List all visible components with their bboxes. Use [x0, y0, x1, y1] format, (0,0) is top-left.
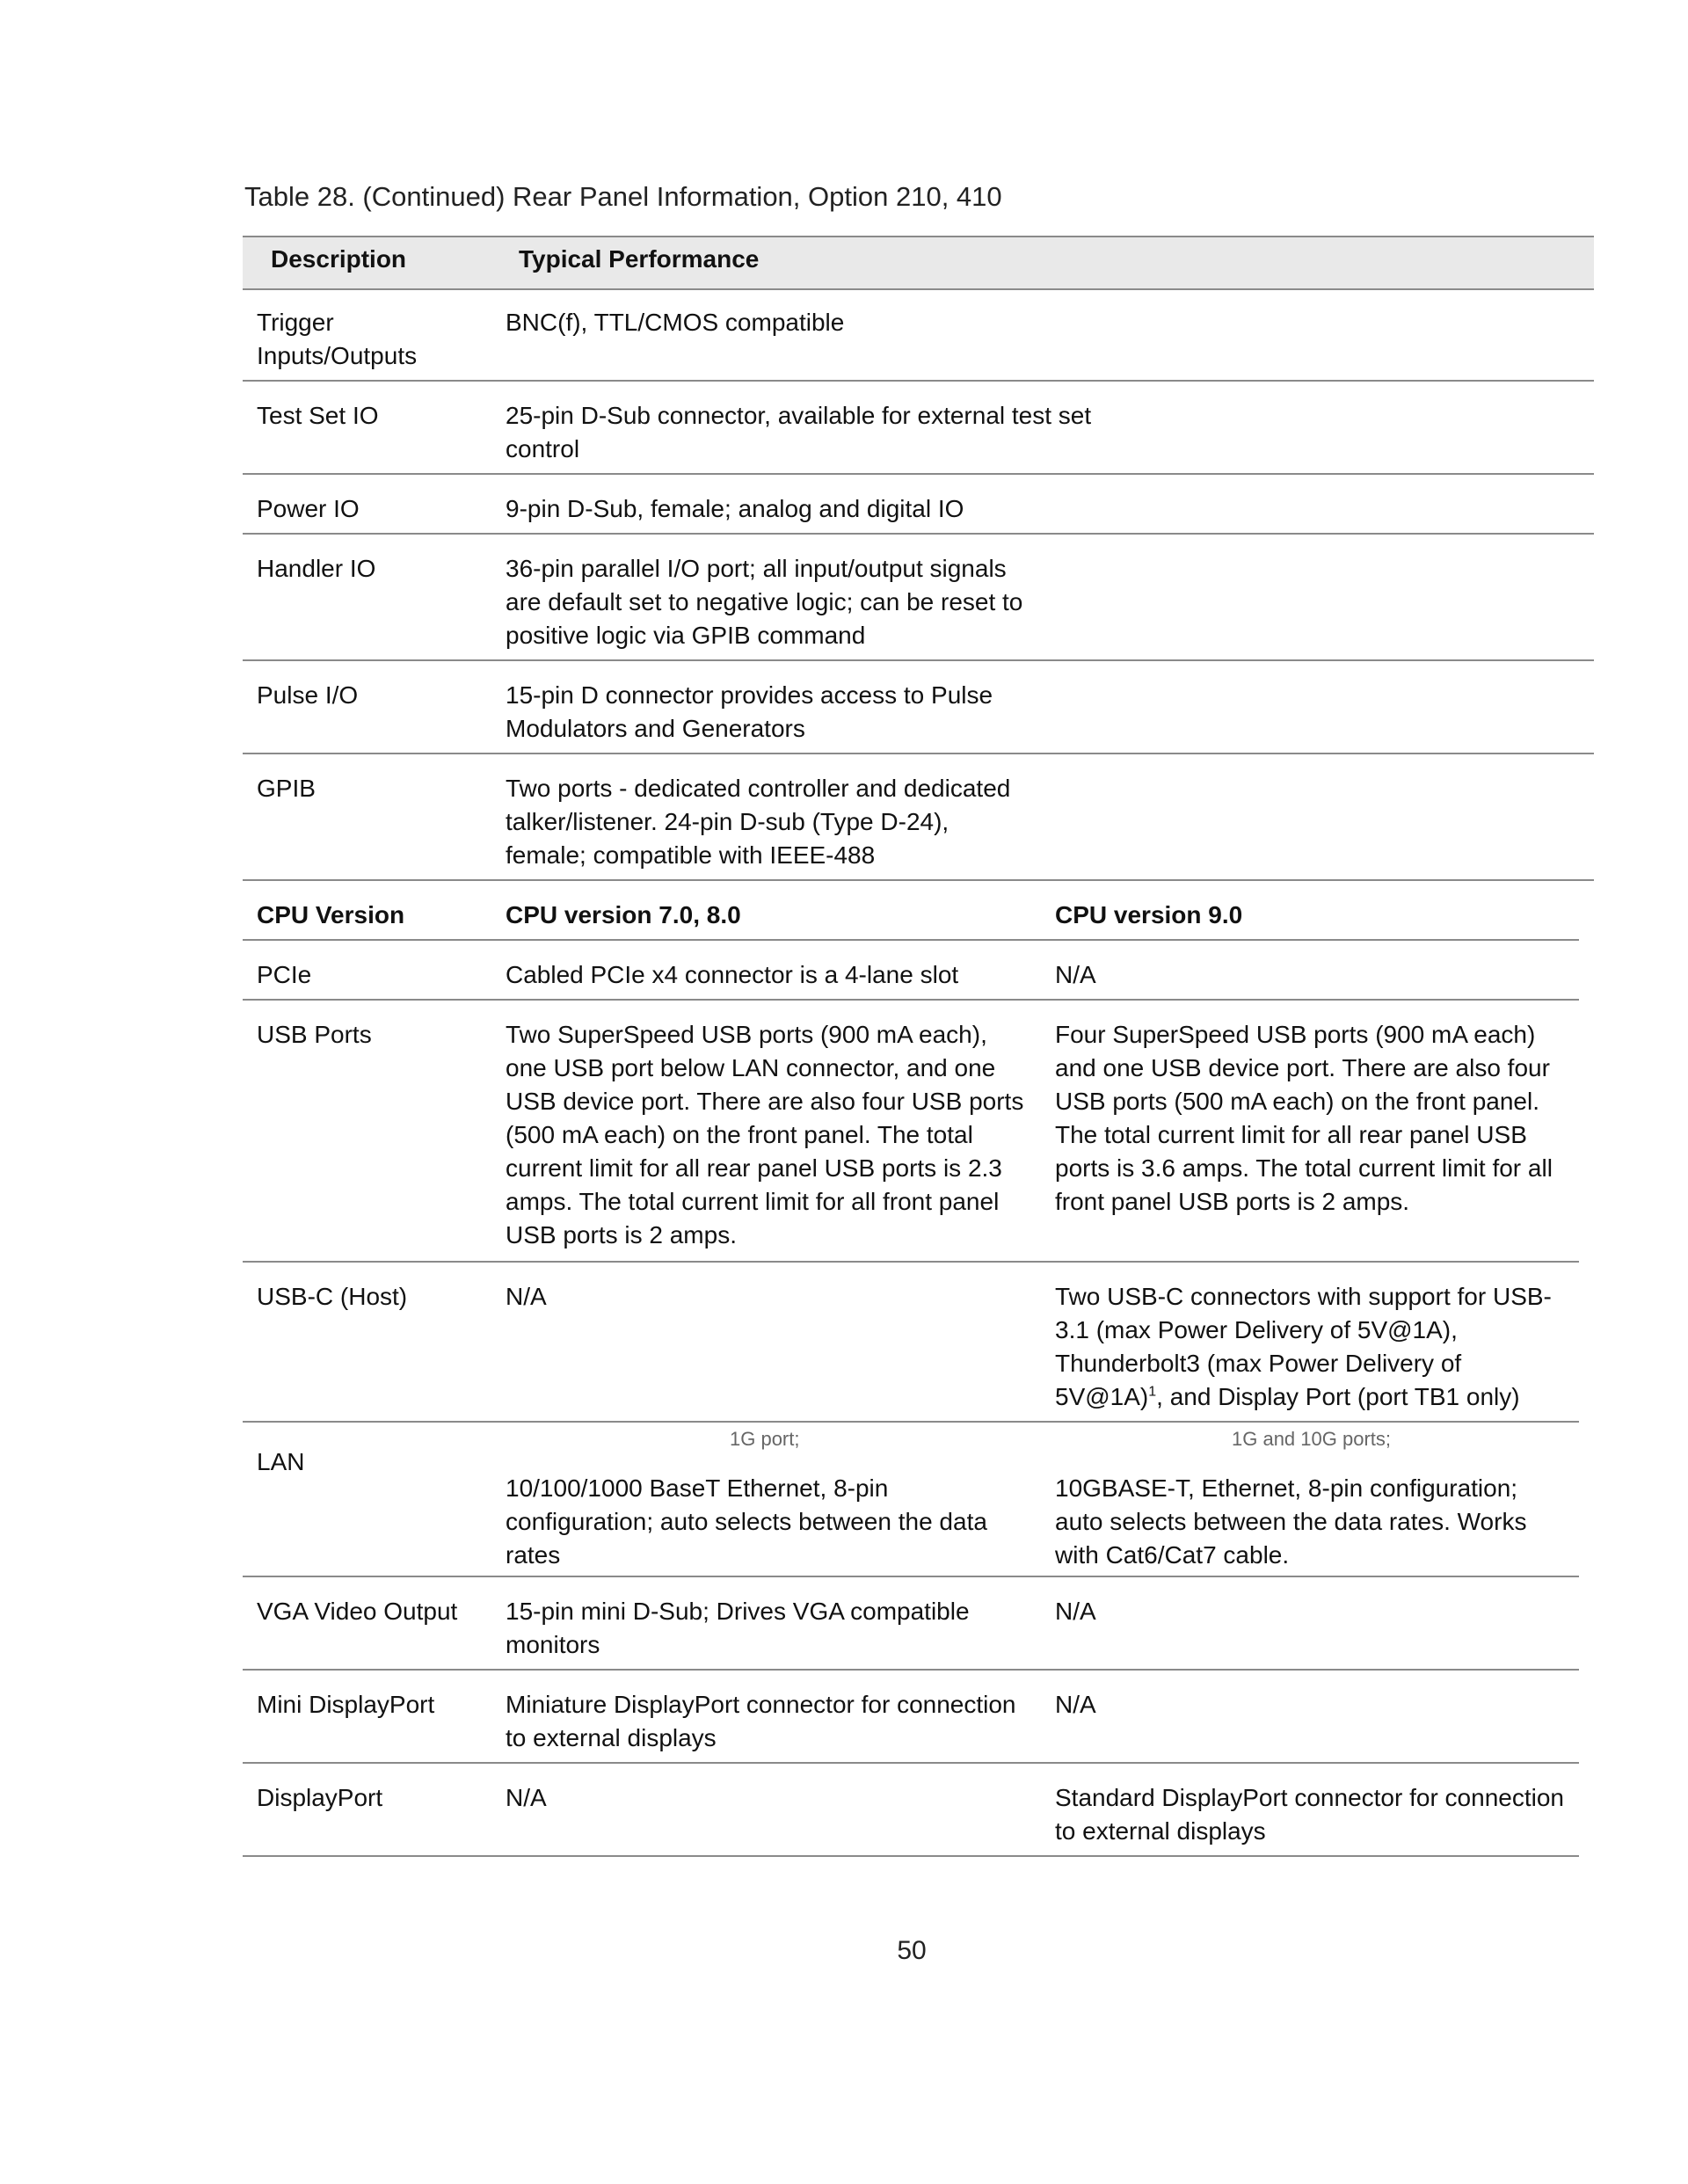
row-label: Trigger Inputs/Outputs	[257, 309, 418, 369]
row-label: USB-C (Host)	[257, 1283, 408, 1310]
row-label: DisplayPort	[257, 1784, 383, 1811]
table-row	[243, 1001, 1579, 1263]
lan-v2-sublabel: 1G and 10G ports;	[1232, 1428, 1391, 1450]
row-label: PCIe	[257, 961, 312, 988]
row-label: Handler IO	[257, 555, 376, 582]
row-value-v2: Four SuperSpeed USB ports (900 mA each) and one USB device port. There are also four USB ports (500 mA each) on the front panel. The total current limit for all rear panel USB ports is 3.6 amps. The total current limit for all front panel USB ports is 2 amps.	[1055, 1021, 1553, 1215]
table-row	[243, 941, 1579, 1001]
footnote-marker: 1	[1148, 1384, 1157, 1400]
table-row	[243, 288, 1594, 382]
row-value-v2: Standard DisplayPort connector for connection to external displays	[1055, 1784, 1564, 1845]
table-row	[243, 535, 1594, 661]
table-row	[243, 1263, 1579, 1423]
row-value-v1: Two SuperSpeed USB ports (900 mA each), one USB port below LAN connector, and one USB device port. There are also four USB ports (500 mA each) on the front panel. The total current limit for all rear panel USB ports is 2.3 amps. The total current limit for all front panel USB ports is 2 amps.	[506, 1021, 1024, 1249]
row-value-v2-text-tail: , and Display Port (port TB1 only)	[1156, 1383, 1520, 1410]
row-value-v1: 15-pin mini D-Sub; Drives VGA compatible monitors	[506, 1598, 970, 1658]
row-value-v1: N/A	[506, 1784, 547, 1811]
row-label: USB Ports	[257, 1021, 372, 1048]
table-row	[243, 754, 1594, 881]
row-label: Pulse I/O	[257, 681, 359, 709]
table-row	[243, 1764, 1579, 1857]
table-caption: Table 28. (Continued) Rear Panel Information, Option 210, 410	[244, 181, 1002, 212]
row-value-v2	[1055, 1280, 1569, 1414]
row-value-v1: 10/100/1000 BaseT Ethernet, 8-pin configuration; auto selects between the data rates	[506, 1474, 987, 1569]
row-value-v2: N/A	[1055, 1691, 1096, 1718]
row-value: 9-pin D-Sub, female; analog and digital IO	[506, 495, 964, 522]
row-value: 36-pin parallel I/O port; all input/output signals are default set to negative logic; can be reset to positive logic via GPIB command	[506, 555, 1023, 649]
cpu-version-label: CPU Version	[257, 901, 405, 928]
table-row	[243, 661, 1594, 754]
cpu-version-header	[243, 881, 1579, 941]
row-value: 25-pin D-Sub connector, available for external test set control	[506, 402, 1092, 462]
table-row	[243, 1671, 1579, 1764]
table-row	[243, 1423, 1579, 1577]
cpu-version-v1: CPU version 7.0, 8.0	[506, 901, 741, 928]
row-value: BNC(f), TTL/CMOS compatible	[506, 309, 845, 336]
cpu-version-v2: CPU version 9.0	[1055, 901, 1243, 928]
row-value-v1: Miniature DisplayPort connector for connection to external displays	[506, 1691, 1016, 1751]
lan-v1-sublabel: 1G port;	[730, 1428, 800, 1450]
table-header	[243, 236, 1594, 290]
row-label: GPIB	[257, 775, 316, 802]
row-label: LAN	[257, 1448, 305, 1475]
header-typical-performance: Typical Performance	[519, 245, 760, 273]
table-row	[243, 382, 1594, 475]
row-value-v1: N/A	[506, 1283, 547, 1310]
table-row	[243, 1577, 1579, 1671]
row-value-v2: N/A	[1055, 961, 1096, 988]
row-label: Mini DisplayPort	[257, 1691, 435, 1718]
table-row	[243, 475, 1594, 535]
row-value: Two ports - dedicated controller and dedicated talker/listener. 24-pin D-sub (Type D-24), female; compatible with IEEE-488	[506, 775, 1011, 869]
row-value-v2-text: Two USB-C connectors with support for USB-3.1 (max Power Delivery of 5V@1A), Thunderbolt3 (max Power Delivery of 5V@1A)	[1055, 1283, 1552, 1410]
row-value: 15-pin D connector provides access to Pulse Modulators and Generators	[506, 681, 993, 742]
row-label: Test Set IO	[257, 402, 379, 429]
row-value-v2: 10GBASE-T, Ethernet, 8-pin configuration; auto selects between the data rates. Works with Cat6/Cat7 cable.	[1055, 1474, 1527, 1569]
row-label: VGA Video Output	[257, 1598, 458, 1625]
page-number: 50	[897, 1936, 927, 1965]
row-value-v2: N/A	[1055, 1598, 1096, 1625]
row-label: Power IO	[257, 495, 360, 522]
header-description: Description	[271, 245, 407, 273]
row-value-v1: Cabled PCIe x4 connector is a 4-lane slot	[506, 961, 959, 988]
